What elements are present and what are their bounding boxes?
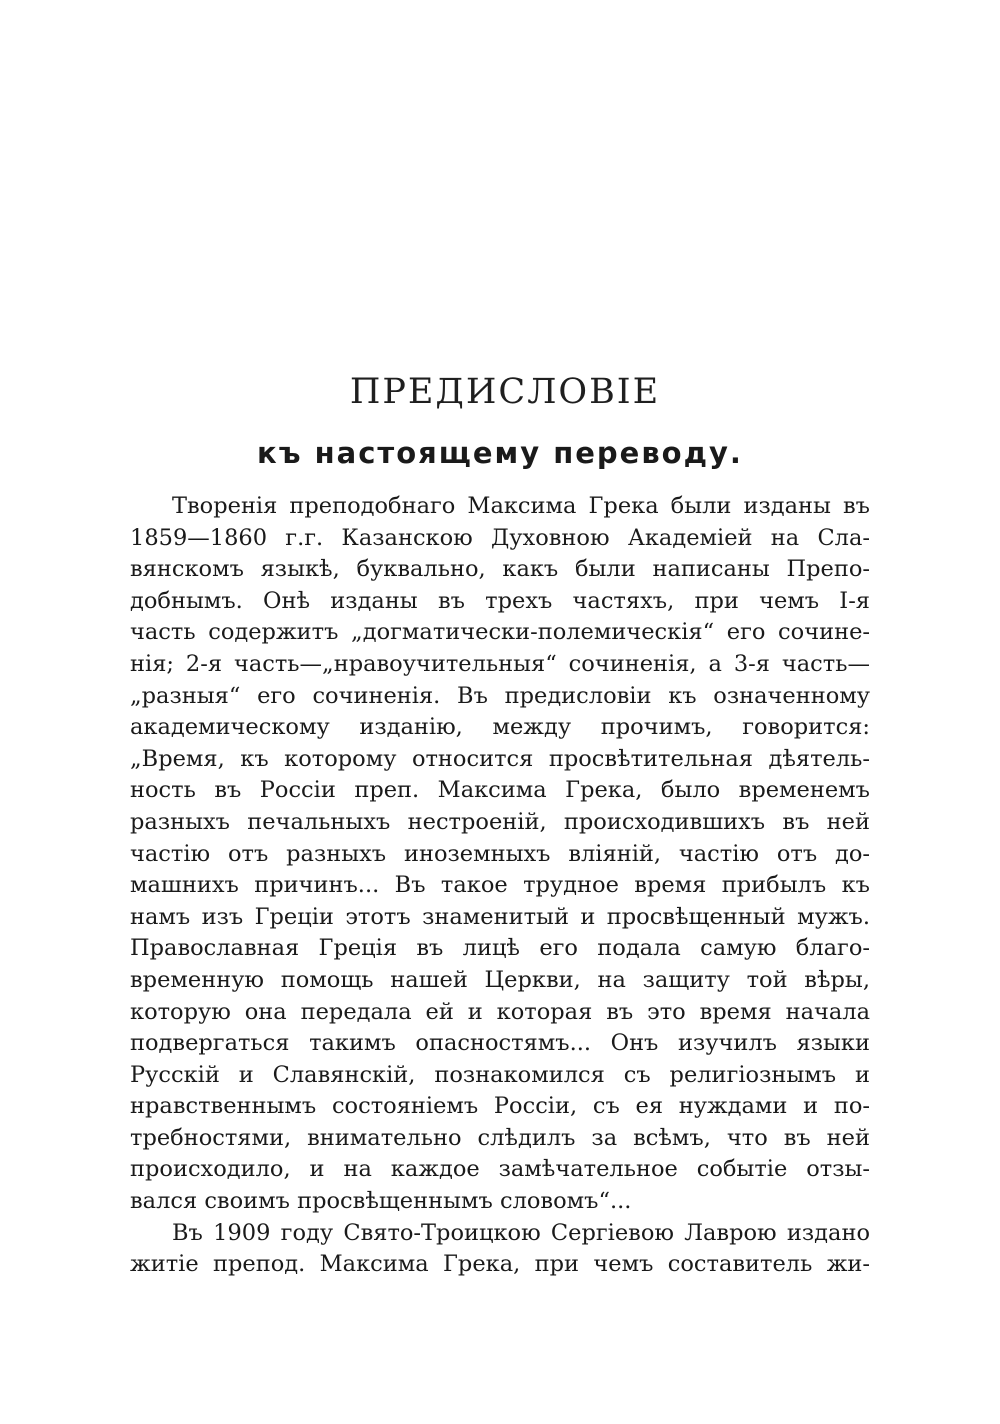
text-line: нравственнымъ состояніемъ Россіи, съ ея нуждами и по- (130, 1093, 870, 1120)
page-title: ПРЕДИСЛОВІЕ (349, 372, 661, 412)
text-line: Творенія преподобнаго Максима Грека были изданы въ (172, 493, 870, 519)
text-line: вался своимъ просвѣщеннымъ словомъ“... (130, 1188, 632, 1215)
text-line: „Время, къ которому относится просвѣтительная дѣятель- (130, 745, 870, 772)
paragraph (130, 491, 870, 1218)
text-line: Въ 1909 году Свято-Троицкою Сергіевою Лаврою издано (172, 1219, 870, 1246)
text-line: нія; 2-я часть—„нравоучительныя“ сочиненія, а 3-я часть— (130, 650, 870, 677)
text-line: житіе препод. Максима Грека, при чемъ составитель жи- (130, 1251, 870, 1278)
text-line: добнымъ. Онѣ изданы въ трехъ частяхъ, при чемъ I-я (130, 587, 870, 614)
text-line: временную помощь нашей Церкви, на защиту той вѣры, (130, 966, 870, 993)
text-line: намъ изъ Греціи этотъ знаменитый и просвѣщенный мужъ. (130, 903, 870, 930)
paragraph (130, 1218, 870, 1281)
text-line: которую она передала ей и которая въ это время начала (130, 998, 870, 1025)
text-line: 1859—1860 г.г. Казанскою Духовною Академіей на Сла- (130, 524, 870, 551)
text-line: ность въ Россіи преп. Максима Грека, было временемъ (130, 777, 870, 804)
text-line: требностями, внимательно слѣдилъ за всѣмъ, что въ ней (130, 1124, 870, 1151)
page-subtitle: къ настоящему переводу. (257, 436, 743, 470)
text-line: вянскомъ языкѣ, буквально, какъ были написаны Препо- (130, 556, 870, 583)
text-line: академическому изданію, между прочимъ, говорится: (130, 714, 870, 741)
body-text (130, 491, 870, 1281)
text-line: часть содержитъ „догматически-полемическія“ его сочине- (130, 619, 870, 646)
text-line: разныхъ печальныхъ нестроеній, происходившихъ въ ней (130, 808, 870, 835)
text-line: частію отъ разныхъ иноземныхъ вліяній, частію отъ до- (130, 840, 870, 867)
text-line: Православная Греція въ лицѣ его подала самую благо- (130, 935, 870, 962)
text-line: происходило, и на каждое замѣчательное событіе отзы- (130, 1156, 870, 1183)
text-line: подвергаться такимъ опасностямъ... Онъ изучилъ языки (130, 1030, 870, 1057)
text-line: Русскій и Славянскій, познакомился съ религіознымъ и (130, 1061, 870, 1088)
text-line: „разныя“ его сочиненія. Въ предисловіи къ означенному (130, 682, 870, 709)
text-line: машнихъ причинъ... Въ такое трудное время прибылъ къ (130, 872, 870, 899)
